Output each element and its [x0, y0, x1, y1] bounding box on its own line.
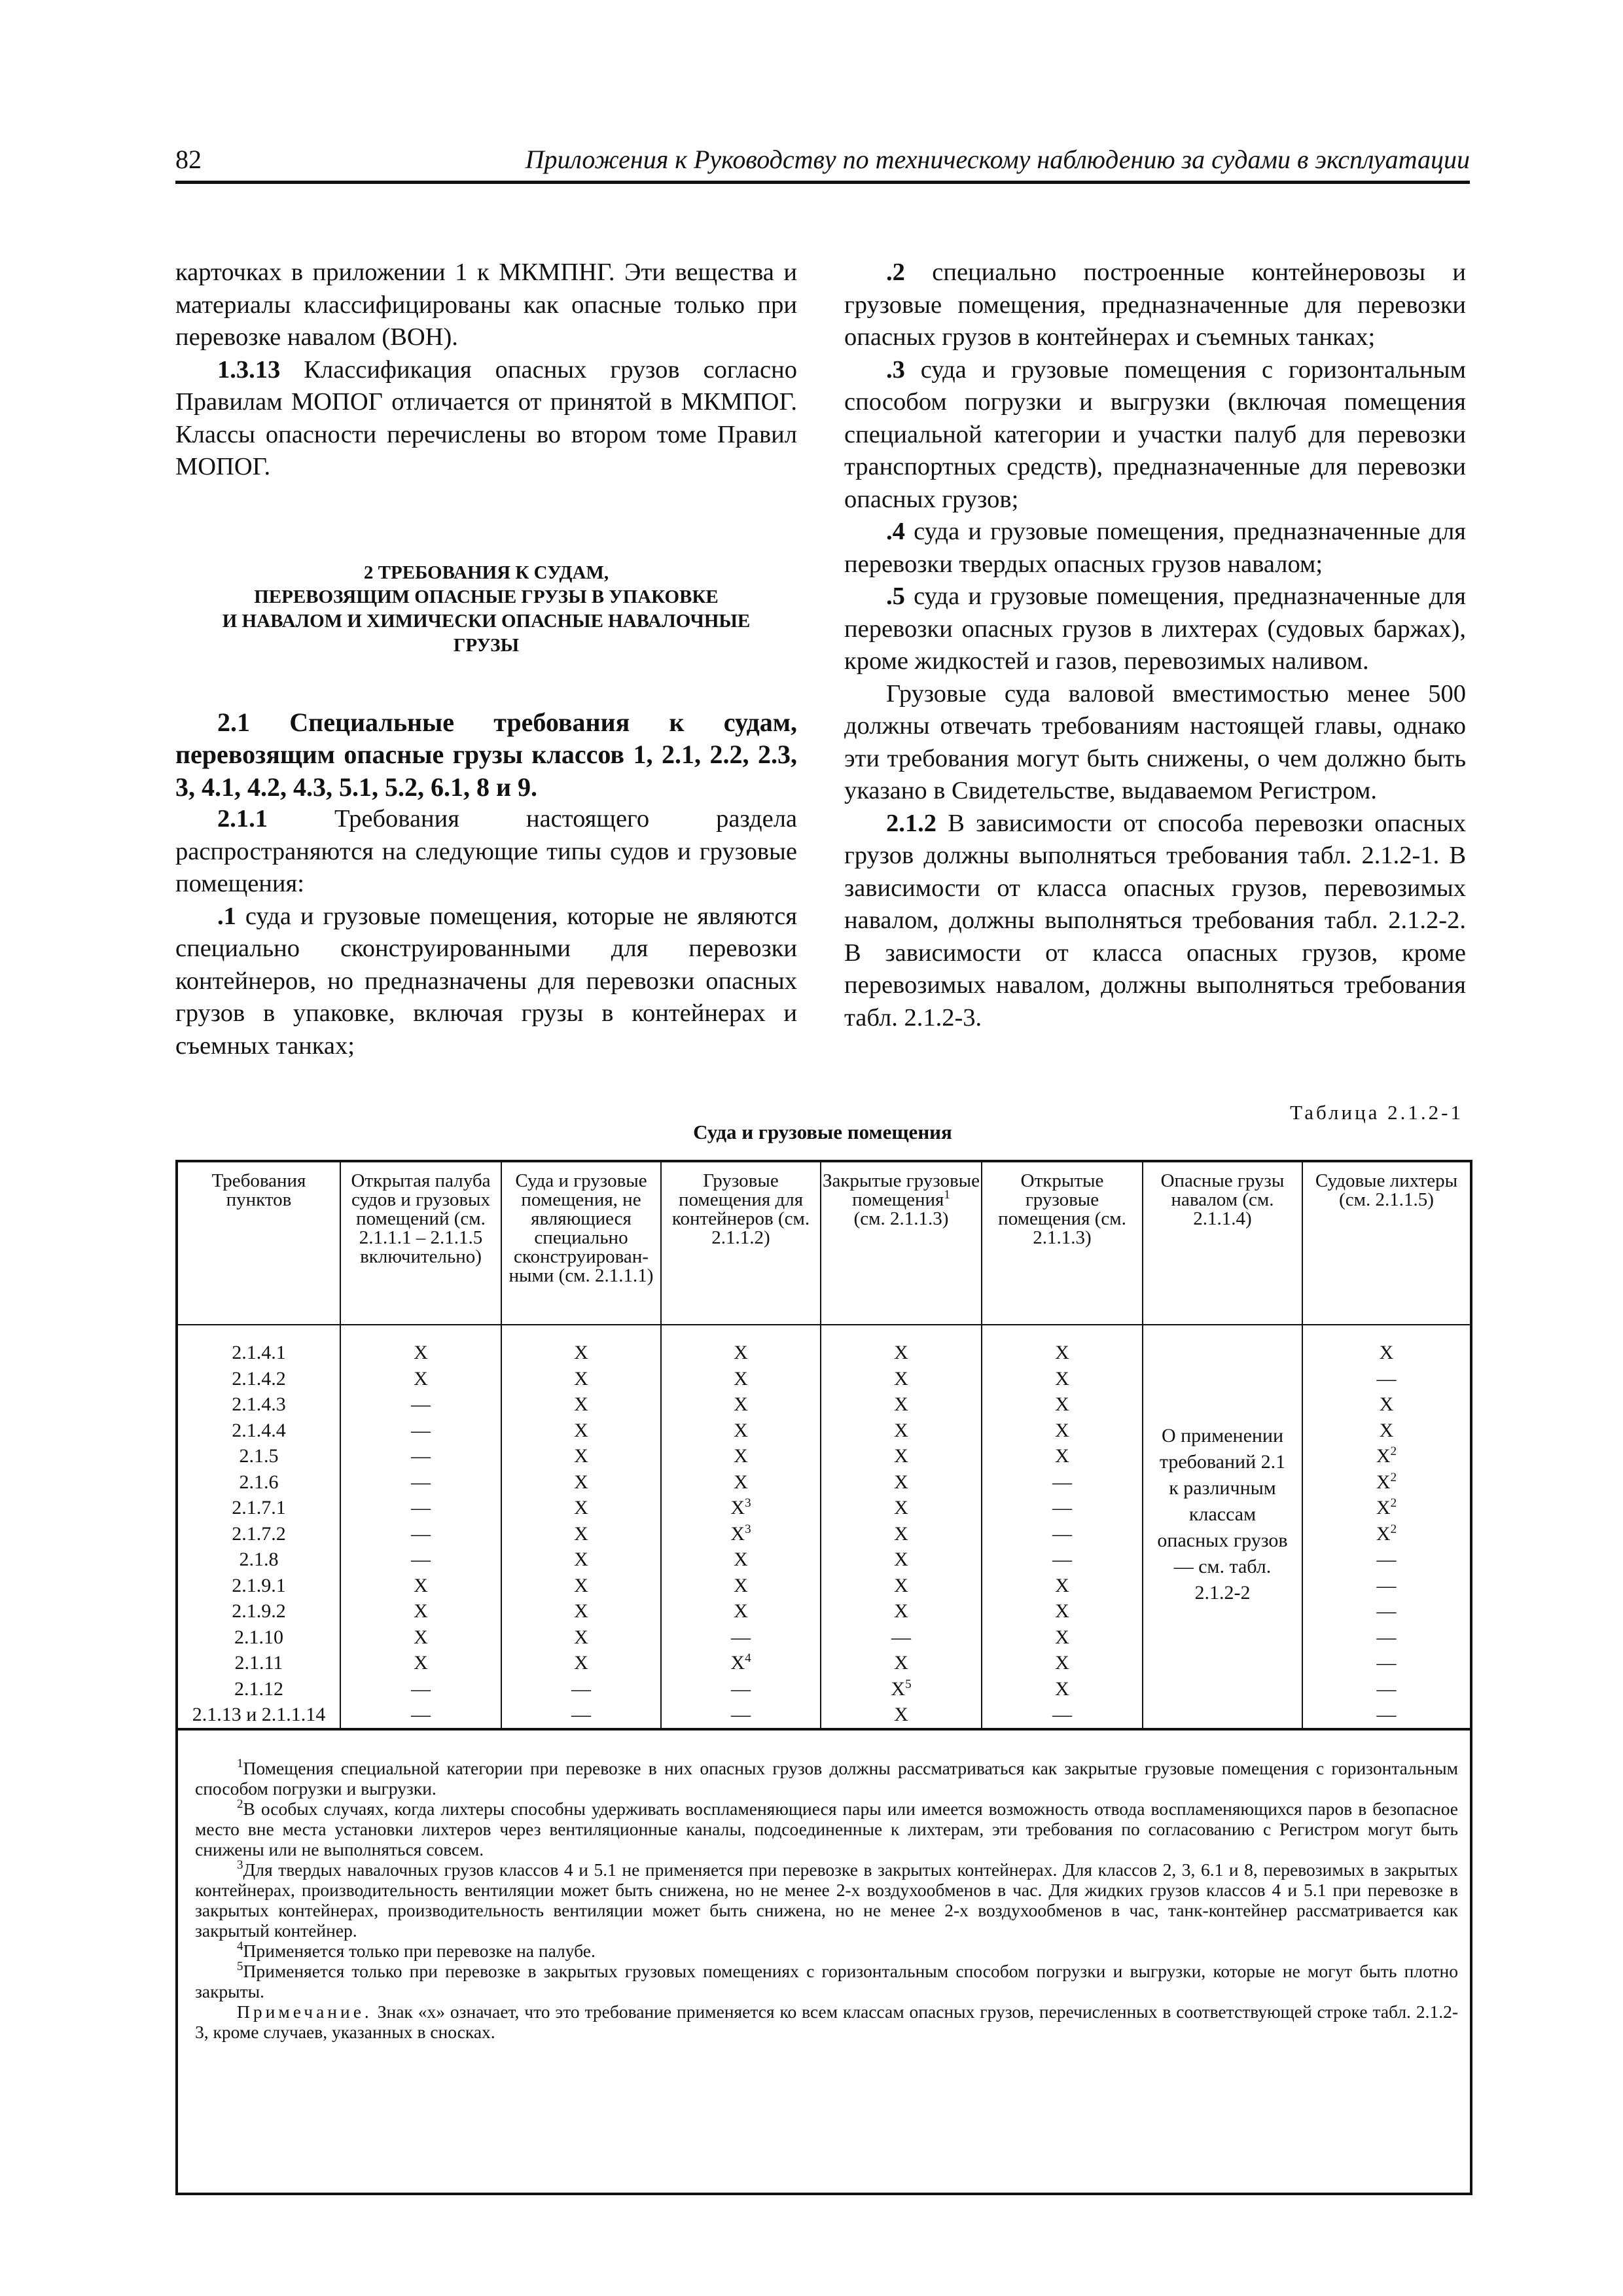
paragraph: [844, 808, 1466, 1035]
cell-value: X: [1055, 1367, 1069, 1390]
clause-text: суда и грузовые помещения, предназначенные для перевозки опасных грузов в лихтерах (судовых баржах), кроме жидкостей и газов, перевозимых наливом.: [844, 583, 1466, 675]
cell-value: X: [734, 1471, 748, 1493]
cell-value: —: [1376, 1626, 1397, 1648]
cell-value: X: [574, 1367, 588, 1390]
column-header: Опасные грузы навалом (см. 2.1.1.4): [1143, 1162, 1302, 1325]
table-cell: [340, 1325, 501, 1728]
section-heading-line: ПЕРЕВОЗЯЩИМ ОПАСНЫЕ ГРУЗЫ В УПАКОВКЕ: [254, 586, 719, 607]
cell-value: X: [894, 1393, 908, 1415]
cell-value-text: X: [1376, 1445, 1391, 1467]
cell-value: X: [574, 1419, 588, 1441]
cell-value: [662, 1650, 820, 1676]
table-row: [178, 1325, 1470, 1728]
cell-value-text: X: [730, 1522, 745, 1545]
cell-value: [1303, 1469, 1470, 1496]
requirement-ref: 2.1.4.4: [232, 1419, 286, 1441]
table-number: Таблица 2.1.2-1: [1290, 1101, 1463, 1124]
cell-value: X: [734, 1600, 748, 1622]
requirement-ref: 2.1.12: [234, 1677, 283, 1700]
footnote-marker: 1: [237, 1756, 243, 1770]
cell-value: X: [734, 1342, 748, 1363]
cell-value: —: [1376, 1600, 1397, 1622]
cell-value: X: [894, 1652, 908, 1674]
cell-value: [1303, 1521, 1470, 1547]
cell-value: X: [574, 1471, 588, 1493]
cell-value: —: [411, 1497, 431, 1518]
cell-value: X: [574, 1393, 588, 1415]
cell-value: —: [1376, 1677, 1397, 1700]
cell-value: [1303, 1495, 1470, 1521]
footnote-marker: 2: [1390, 1522, 1397, 1536]
cell-value-text: X: [891, 1677, 906, 1700]
cell-value: —: [571, 1704, 591, 1725]
cell-value: X: [414, 1600, 428, 1622]
requirement-ref: 2.1.7.1: [232, 1497, 286, 1518]
left-column: [175, 257, 797, 1062]
column-header: Открытые грузовые помещения (см. 2.1.1.3): [982, 1162, 1143, 1325]
footnote-marker: 2: [1390, 1470, 1397, 1484]
cell-value: X: [1379, 1342, 1394, 1363]
requirement-ref: 2.1.9.2: [232, 1600, 286, 1622]
requirement-ref: 2.1.4.1: [232, 1342, 286, 1363]
requirements-table: [175, 1160, 1472, 2195]
cell-value: X: [1055, 1574, 1069, 1596]
footnote-marker: 1: [944, 1188, 950, 1202]
footnote-text: В особых случаях, когда лихтеры способны удерживать воспламеняющиеся пары или имеется возможность отвода воспламеняющихся паров в безопасное место вне места установки лихтеров через вентиляционные каналы, подсоединенные к лихтерам, эти требования по согласованию с Регистром могут быть снижены или не выполняться совсем.: [195, 1798, 1458, 1859]
cell-value-text: X: [1376, 1471, 1391, 1493]
cell-value: X: [574, 1497, 588, 1518]
requirement-ref: 2.1.13 и 2.1.1.14: [192, 1704, 326, 1725]
cell-value: —: [1052, 1704, 1072, 1725]
footnote-marker: 4: [237, 1939, 243, 1953]
cell-value: X: [894, 1549, 908, 1570]
cell-value: —: [1052, 1471, 1072, 1493]
cell-value: X: [414, 1574, 428, 1596]
footnote-marker: 5: [905, 1677, 912, 1691]
cell-value-text: X: [730, 1652, 745, 1674]
cell-value: X: [734, 1549, 748, 1570]
table-caption: Суда и грузовые помещения: [693, 1121, 952, 1143]
column-header: Судовые лихтеры (см. 2.1.1.5): [1302, 1162, 1470, 1325]
cell-value: X: [894, 1419, 908, 1441]
requirement-ref: 2.1.11: [234, 1652, 283, 1674]
clause-text: Требования настоящего раздела распространяются на следующие типы судов и грузовые помещения:: [175, 805, 797, 897]
cell-value: X: [574, 1549, 588, 1570]
clause-text: специально построенные контейнеровозы и грузовые помещения, предназначенные для перевозки опасных грузов в контейнерах и съемных танках;: [844, 259, 1466, 351]
table-grid: [178, 1162, 1470, 1728]
footnote-text: Помещения специальной категории при перевозке в них опасных грузов должны рассматриваться как закрытые грузовые помещения с горизонтальным способом погрузки и выгрузки.: [195, 1757, 1458, 1799]
cell-value: —: [1052, 1497, 1072, 1518]
cell-value: —: [411, 1471, 431, 1493]
paragraph: [844, 516, 1466, 581]
table-cell: [178, 1325, 340, 1728]
cell-value: X: [894, 1367, 908, 1390]
cell-value: X: [574, 1342, 588, 1363]
clause-text: В зависимости от способа перевозки опасных грузов должны выполняться требования табл. 2.1.2-1. В зависимости от класса опасных грузов, перевозимых навалом, должны выполняться требования табл. 2.1.2-2. В зависимости от класса опасных грузов, кроме перевозимых навалом, должны выполняться требования табл. 2.1.2-3.: [844, 809, 1466, 1031]
cell-value: X: [1055, 1600, 1069, 1622]
cell-value: X: [894, 1600, 908, 1622]
paragraph: [175, 354, 797, 484]
cell-value: [1303, 1443, 1470, 1469]
cell-value: —: [571, 1677, 591, 1700]
cell-value: X: [1379, 1419, 1394, 1441]
footnote: [195, 1941, 1458, 1961]
clause-number: .4: [886, 518, 905, 545]
cell-value: X: [414, 1626, 428, 1648]
cell-value: [662, 1521, 820, 1547]
cell-value: X: [574, 1445, 588, 1467]
cell-value: X: [414, 1367, 428, 1390]
cell-value: X: [574, 1626, 588, 1648]
cell-value: —: [731, 1704, 751, 1725]
cell-value: X: [1055, 1626, 1069, 1648]
cell-value: —: [411, 1677, 431, 1700]
subsection-heading: 2.1 Специальные требования к судам, перевозящим опасные грузы классов 1, 2.1, 2.2, 2.3, 3, 4.1, 4.2, 4.3, 5.1, 5.2, 6.1, 8 и 9.: [175, 707, 797, 802]
clause-number: .3: [886, 355, 905, 384]
cell-value: X: [734, 1367, 748, 1390]
cell-value: X: [1379, 1393, 1394, 1415]
footnote-marker: 2: [237, 1797, 243, 1811]
table-cell: [501, 1325, 661, 1728]
cell-value-text: X: [1376, 1497, 1391, 1518]
merged-cell-text: О применении требований 2.1 к различным классам опасных грузов — см. табл. 2.1.2-2: [1157, 1425, 1288, 1604]
bulk-cargo-merged-cell: [1143, 1325, 1302, 1728]
table-cell: [661, 1325, 821, 1728]
note-label: Примечание.: [237, 2001, 372, 2022]
note-text: Знак «х» означает, что это требование применяется ко всем классам опасных грузов, перечисленных в соответствующей строке табл. 2.1.2-3, кроме случаев, указанных в сносках.: [195, 2001, 1458, 2042]
table-header-row: [178, 1162, 1470, 1325]
footnote-marker: 5: [237, 1959, 243, 1973]
paragraph: карточках в приложении 1 к МКМПНГ. Эти вещества и материалы классифицированы как опасные только при перевозке навалом (ВОН).: [175, 259, 797, 351]
section-heading-line: 2 ТРЕБОВАНИЯ К СУДАМ,: [363, 562, 609, 583]
clause-number: 2.1.1: [217, 805, 268, 833]
cell-value: X: [894, 1704, 908, 1725]
cell-value: X: [1055, 1419, 1069, 1441]
cell-value: X: [574, 1574, 588, 1596]
cell-value: X: [574, 1652, 588, 1674]
cell-value: X: [574, 1522, 588, 1545]
running-title: Приложения к Руководству по техническому наблюдению за судами в эксплуатации: [525, 145, 1470, 174]
cell-value: X: [414, 1342, 428, 1363]
cell-value: X: [894, 1497, 908, 1518]
requirement-ref: 2.1.10: [234, 1626, 283, 1648]
footnote-text: Применяется только при перевозке на палубе.: [243, 1940, 596, 1961]
cell-value: —: [411, 1445, 431, 1467]
clause-number: .1: [217, 902, 236, 930]
cell-value-text: X: [1376, 1522, 1391, 1545]
footnote: [195, 1961, 1458, 2001]
cell-value: [662, 1495, 820, 1521]
footnote-marker: 3: [237, 1857, 243, 1872]
cell-value-text: X: [730, 1497, 745, 1518]
clause-text: суда и грузовые помещения, которые не являются специально сконструированными для перевозки контейнеров, но предназначены для перевозки опасных грузов в упаковке, включая грузы в контейнерах и съемных танках;: [175, 902, 797, 1060]
requirement-ref: 2.1.6: [239, 1471, 279, 1493]
footnote-marker: 4: [745, 1651, 751, 1665]
page-number: 82: [175, 145, 202, 174]
requirement-ref: 2.1.4.3: [232, 1393, 286, 1415]
column-header: Требования пунктов: [178, 1162, 340, 1325]
cell-value: —: [731, 1626, 751, 1648]
cell-value: —: [1376, 1367, 1397, 1390]
clause-number: 1.3.13: [217, 355, 281, 384]
cell-value: X: [734, 1393, 748, 1415]
cell-value: [821, 1676, 981, 1702]
column-header-text: Закрытые грузовые помещения: [822, 1170, 980, 1210]
column-header: Открытая палуба судов и грузовых помещений (см. 2.1.1.1 – 2.1.1.5 включительно): [340, 1162, 501, 1325]
footnote-marker: 2: [1390, 1496, 1397, 1510]
cell-value: —: [891, 1626, 911, 1648]
clause-number: .5: [886, 583, 905, 610]
cell-value: —: [1376, 1549, 1397, 1570]
cell-value: —: [1052, 1549, 1072, 1570]
paragraph: [175, 803, 797, 901]
cell-value: —: [1052, 1522, 1072, 1545]
requirement-ref: 2.1.5: [239, 1445, 279, 1467]
footnote-marker: 2: [1390, 1444, 1397, 1458]
table-cell: [1302, 1325, 1470, 1728]
paragraph: [844, 354, 1466, 516]
clause-text: Классификация опасных грузов согласно Правилам МОПОГ отличается от принятой в МКМПОГ. Классы опасности перечислены во втором томе Правил МОПОГ.: [175, 355, 797, 480]
cell-value: X: [734, 1445, 748, 1467]
clause-text: суда и грузовые помещения с горизонтальным способом погрузки и выгрузки (включая помещения специальной категории и участки палуб для перевозки транспортных средств), предназначенные для перевозки опасных грузов;: [844, 355, 1466, 513]
cell-value: X: [734, 1419, 748, 1441]
table-footnotes: [178, 1728, 1470, 2042]
cell-value: —: [1376, 1652, 1397, 1674]
cell-value: X: [894, 1471, 908, 1493]
cell-value: —: [411, 1419, 431, 1441]
table-cell: [821, 1325, 982, 1728]
section-heading: [175, 561, 797, 658]
cell-value: X: [574, 1600, 588, 1622]
cell-value: —: [411, 1522, 431, 1545]
clause-number: .2: [886, 259, 905, 286]
table-note: [195, 2001, 1458, 2042]
cell-value: X: [734, 1574, 748, 1596]
column-header-ref: (см. 2.1.1.3): [853, 1208, 949, 1229]
cell-value: X: [414, 1652, 428, 1674]
cell-value: —: [1376, 1704, 1397, 1725]
paragraph: [175, 901, 797, 1063]
cell-value: X: [894, 1445, 908, 1467]
table-cell: [982, 1325, 1143, 1728]
running-header: [175, 143, 1470, 184]
cell-value: —: [411, 1704, 431, 1725]
section-heading-line: ГРУЗЫ: [453, 634, 520, 656]
clause-text: суда и грузовые помещения, предназначенные для перевозки твердых опасных грузов навалом;: [844, 518, 1466, 578]
requirement-ref: 2.1.7.2: [232, 1522, 286, 1545]
footnote-marker: 3: [745, 1522, 751, 1536]
cell-value: X: [894, 1574, 908, 1596]
footnote-text: Для твердых навалочных грузов классов 4 и 5.1 не применяется при перевозке в закрытых контейнерах. Для классов 2, 3, 6.1 и 8, перевозимых в закрытых контейнерах, производительность вентиляции может быть снижена, но не менее 2-х воздухообменов в час. Для жидких грузов классов 4 и 5.1 при перевозке в закрытых контейнерах, производительность вентиляции может быть снижена, но не менее 2-х воздухообменов в час, танк-контейнер рассматривается как закрытый контейнер.: [195, 1859, 1458, 1941]
footnote: [195, 1758, 1458, 1799]
cell-value: X: [1055, 1652, 1069, 1674]
cell-value: —: [411, 1393, 431, 1415]
requirement-ref: 2.1.4.2: [232, 1367, 286, 1390]
cell-value: X: [1055, 1393, 1069, 1415]
footnote: [195, 1859, 1458, 1941]
column-header: [821, 1162, 982, 1325]
cell-value: —: [411, 1549, 431, 1570]
requirement-ref: 2.1.8: [239, 1549, 279, 1570]
cell-value: X: [1055, 1677, 1069, 1700]
cell-value: X: [1055, 1342, 1069, 1363]
column-header: Суда и грузовые помещения, не являющиеся специально сконструирован-ными (см. 2.1.1.1): [501, 1162, 661, 1325]
cell-value: X: [894, 1342, 908, 1363]
footnote: [195, 1799, 1458, 1859]
paragraph: [844, 257, 1466, 354]
clause-number: 2.1.2: [886, 809, 936, 837]
cell-value: X: [894, 1522, 908, 1545]
footnote-text: Применяется только при перевозке в закрытых грузовых помещениях с горизонтальным способом погрузки и выгрузки, которые не могут быть плотно закрыты.: [195, 1960, 1458, 2001]
requirement-ref: 2.1.9.1: [232, 1574, 286, 1596]
paragraph: [844, 581, 1466, 678]
section-heading-line: И НАВАЛОМ И ХИМИЧЕСКИ ОПАСНЫЕ НАВАЛОЧНЫЕ: [222, 610, 751, 632]
right-column: [844, 257, 1466, 1034]
footnote-marker: 3: [745, 1496, 751, 1510]
paragraph: Грузовые суда валовой вместимостью менее 500 должны отвечать требованиям настоящей главы, однако эти требования могут быть снижены, о чем должно быть указано в Свидетельстве, выдаваемом Регистром.: [844, 679, 1466, 804]
cell-value: X: [1055, 1445, 1069, 1467]
cell-value: —: [1376, 1574, 1397, 1596]
cell-value: —: [731, 1677, 751, 1700]
column-header: Грузовые помещения для контейнеров (см. 2.1.1.2): [661, 1162, 821, 1325]
